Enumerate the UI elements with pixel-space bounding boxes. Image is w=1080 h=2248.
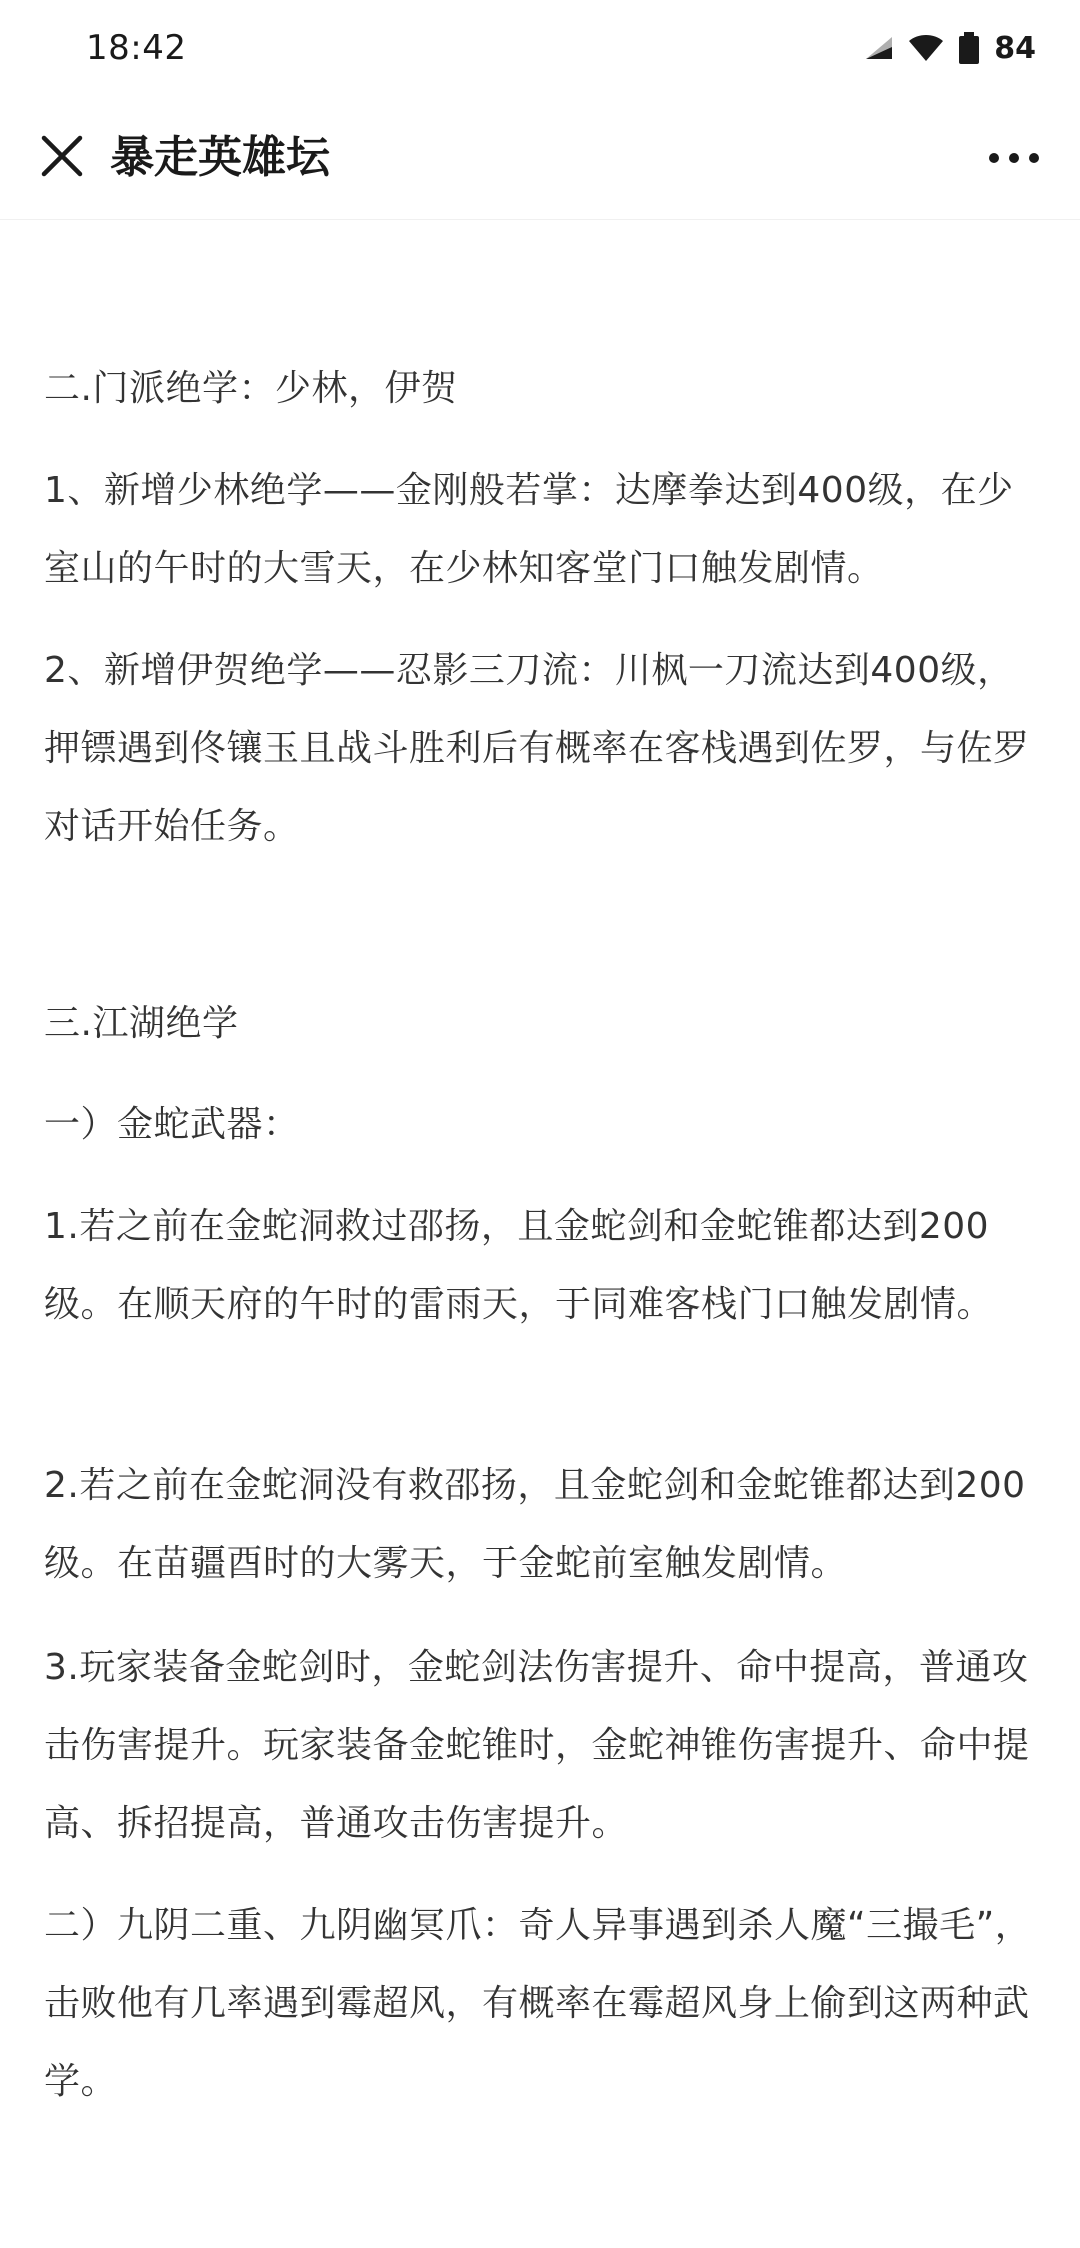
status-bar xyxy=(0,0,1080,96)
more-icon xyxy=(988,149,1040,168)
section-heading-sect-skills: 二.门派绝学：少林，伊贺 xyxy=(44,368,458,409)
subsection-heading-golden-snake: 一）金蛇武器： xyxy=(44,1104,300,1145)
paragraph-nine-yin: 二）九阴二重、九阴幽冥爪：奇人异事遇到杀人魔“三撮毛”，击败他有几率遇到霉超风，有概率在霉超风身上偷到这两种武学。 xyxy=(44,1905,1032,2102)
close-icon xyxy=(41,135,83,181)
paragraph-iga-skill: 2、新增伊贺绝学——忍影三刀流：川枫一刀流达到400级，押镖遇到佟镶玉且战斗胜利后有概率在客栈遇到佐罗，与佐罗对话开始任务。 xyxy=(44,650,1030,847)
section-heading-jianghu-skills: 三.江湖绝学 xyxy=(44,1003,239,1044)
close-button[interactable] xyxy=(28,124,96,192)
battery-icon xyxy=(958,32,980,64)
more-button[interactable] xyxy=(978,128,1050,188)
paragraph-golden-snake-1: 1.若之前在金蛇洞救过邵扬，且金蛇剑和金蛇锥都达到200级。在顺天府的午时的雷雨天，于同难客栈门口触发剧情。 xyxy=(44,1206,994,1325)
wifi-icon xyxy=(908,34,944,62)
battery-percentage: 84 xyxy=(994,30,1036,66)
signal-icon xyxy=(864,35,894,61)
status-time: 18:42 xyxy=(86,28,187,68)
paragraph-golden-snake-3: 3.玩家装备金蛇剑时，金蛇剑法伤害提升、命中提高，普通攻击伤害提升。玩家装备金蛇锥时，金蛇神锥伤害提升、命中提高、拆招提高，普通攻击伤害提升。 xyxy=(44,1647,1030,1844)
page-title: 暴走英雄坛 xyxy=(110,132,330,183)
paragraph-golden-snake-2: 2.若之前在金蛇洞没有救邵扬，且金蛇剑和金蛇锥都达到200级。在苗疆酉时的大雾天，于金蛇前室触发剧情。 xyxy=(44,1465,1026,1584)
paragraph-shaolin-skill: 1、新增少林绝学——金刚般若掌：达摩拳达到400级，在少室山的午时的大雪天，在少林知客堂门口触发剧情。 xyxy=(44,470,1014,589)
app-header xyxy=(0,96,1080,220)
status-icons xyxy=(864,31,1036,66)
